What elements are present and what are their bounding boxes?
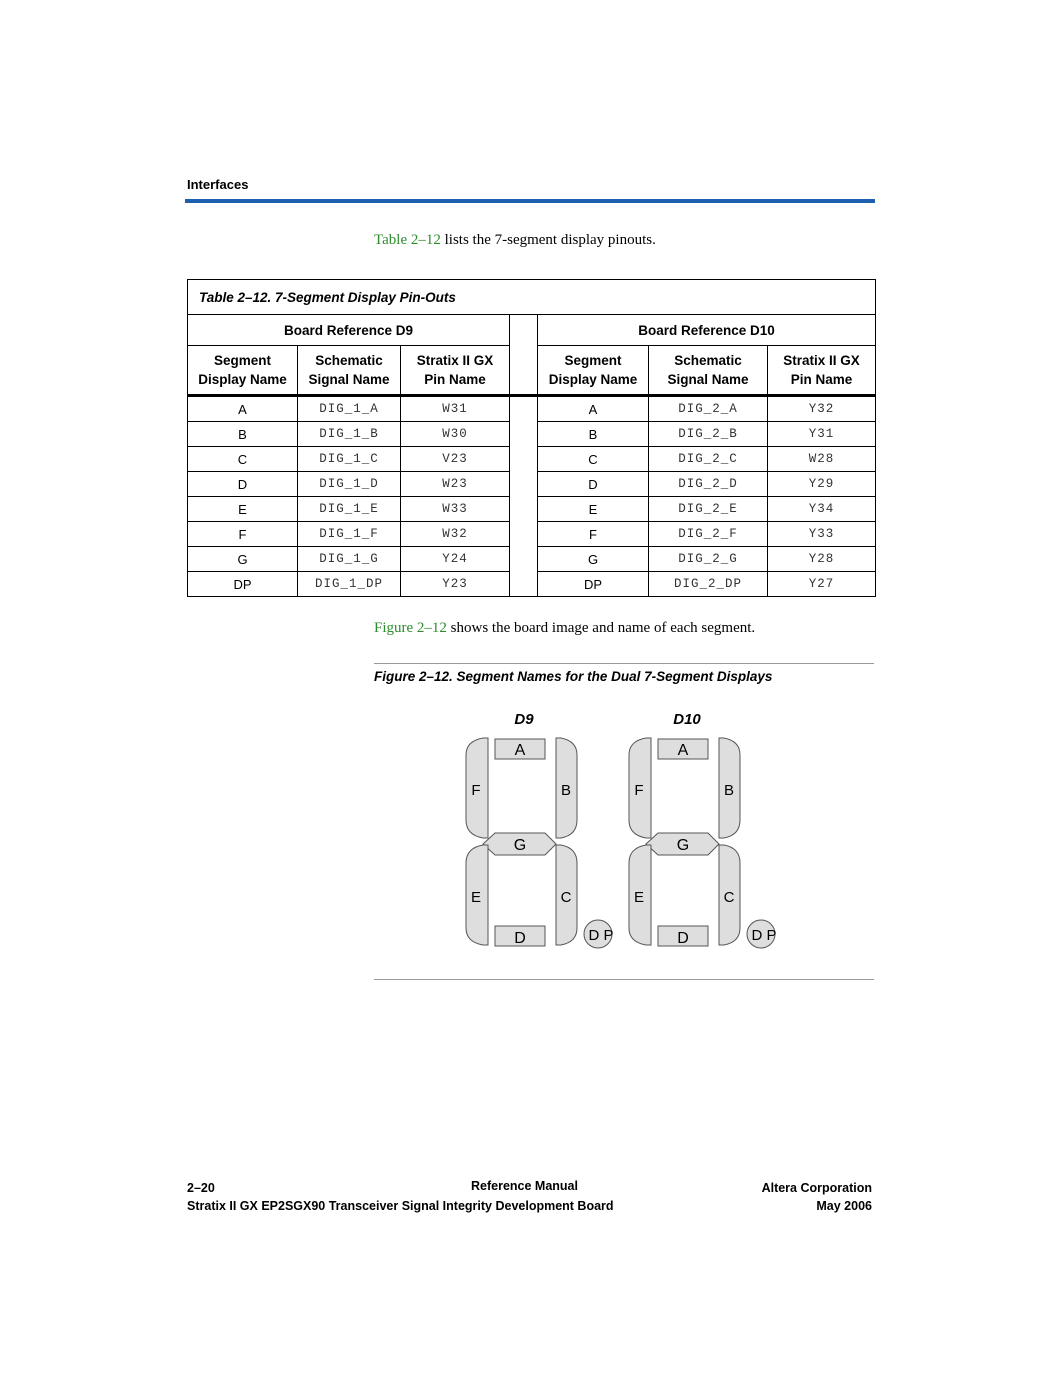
segment-display-figure (455, 705, 785, 955)
cell-pin-d9: Y23 (401, 572, 510, 597)
cell-pin-d9: W23 (401, 472, 510, 497)
table-gap (510, 497, 538, 522)
table-gap (510, 422, 538, 447)
segment-g-label: G (676, 837, 690, 854)
footer-date: May 2006 (816, 1199, 872, 1213)
segment-e-label: E (633, 889, 645, 906)
cell-pin-d10: W28 (768, 447, 876, 472)
display-label: D9 (514, 711, 534, 728)
col-header-segment-d9: Segment Display Name (188, 346, 298, 396)
segment-b-label: B (560, 782, 572, 799)
cell-pin-d9: V23 (401, 447, 510, 472)
table-gap (510, 396, 538, 422)
header-rule (185, 199, 875, 203)
table-row (188, 522, 876, 547)
cell-pin-d10: Y33 (768, 522, 876, 547)
table-row (188, 497, 876, 522)
cell-segment-d10: E (538, 497, 649, 522)
cell-segment-d10: C (538, 447, 649, 472)
cell-segment-d9: A (188, 396, 298, 422)
cell-signal-d9: DIG_1_D (298, 472, 401, 497)
cell-segment-d9: C (188, 447, 298, 472)
section-header: Interfaces (187, 177, 249, 192)
figure-rule-top (374, 663, 874, 664)
figure-intro-paragraph (374, 620, 755, 637)
cell-pin-d9: W33 (401, 497, 510, 522)
cell-signal-d10: DIG_2_A (649, 396, 768, 422)
figure-rule-bottom (374, 979, 874, 980)
table-row (188, 472, 876, 497)
cell-segment-d9: B (188, 422, 298, 447)
table-row (188, 547, 876, 572)
cell-signal-d9: DIG_1_E (298, 497, 401, 522)
cell-segment-d9: E (188, 497, 298, 522)
cell-signal-d9: DIG_1_B (298, 422, 401, 447)
cell-pin-d10: Y27 (768, 572, 876, 597)
segment-d-label: D (677, 930, 689, 947)
cell-segment-d10: DP (538, 572, 649, 597)
cell-segment-d10: B (538, 422, 649, 447)
table-row (188, 422, 876, 447)
cell-pin-d10: Y32 (768, 396, 876, 422)
col-header-signal-d9: Schematic Signal Name (298, 346, 401, 396)
pinout-table (187, 279, 876, 597)
cell-segment-d9: G (188, 547, 298, 572)
group-header-d10: Board Reference D10 (538, 315, 876, 346)
figure-caption: Figure 2–12. Segment Names for the Dual 7-Segment Displays (374, 669, 773, 684)
cell-segment-d10: G (538, 547, 649, 572)
cell-signal-d9: DIG_1_G (298, 547, 401, 572)
table-gap (510, 472, 538, 497)
segment-c-label: C (560, 889, 572, 906)
segment-e-label: E (470, 889, 482, 906)
cell-segment-d10: D (538, 472, 649, 497)
table-caption: Table 2–12. 7-Segment Display Pin-Outs (188, 280, 876, 315)
table-row (188, 396, 876, 422)
table-gap (510, 447, 538, 472)
segment-d-label: D (514, 930, 526, 947)
footer-page-number: 2–20 (187, 1181, 215, 1195)
table-row (188, 572, 876, 597)
cell-signal-d10: DIG_2_DP (649, 572, 768, 597)
table-gap (510, 315, 538, 346)
cell-signal-d10: DIG_2_D (649, 472, 768, 497)
segment-a-label: A (677, 742, 689, 759)
col-header-pin-d10: Stratix II GX Pin Name (768, 346, 876, 396)
segment-c-label: C (723, 889, 735, 906)
cell-signal-d9: DIG_1_F (298, 522, 401, 547)
table-crossref-link[interactable]: Table 2–12 (374, 232, 441, 248)
table-gap (510, 346, 538, 396)
col-header-segment-d10: Segment Display Name (538, 346, 649, 396)
cell-signal-d10: DIG_2_E (649, 497, 768, 522)
figure-intro-text: shows the board image and name of each segment. (446, 620, 756, 636)
cell-pin-d9: Y24 (401, 547, 510, 572)
cell-signal-d9: DIG_1_C (298, 447, 401, 472)
col-header-signal-d10: Schematic Signal Name (649, 346, 768, 396)
segment-f-label: F (634, 782, 644, 799)
group-header-d9: Board Reference D9 (188, 315, 510, 346)
segment-dp-label: D P (751, 927, 777, 944)
cell-segment-d9: F (188, 522, 298, 547)
cell-signal-d9: DIG_1_A (298, 396, 401, 422)
footer-doc-title: Reference Manual (471, 1179, 578, 1193)
segment-f-label: F (471, 782, 481, 799)
table-gap (510, 572, 538, 597)
cell-pin-d9: W31 (401, 396, 510, 422)
table-intro-paragraph (374, 232, 656, 249)
footer-board-title: Stratix II GX EP2SGX90 Transceiver Signal Integrity Development Board (187, 1199, 614, 1213)
cell-segment-d10: F (538, 522, 649, 547)
cell-segment-d9: D (188, 472, 298, 497)
cell-signal-d10: DIG_2_G (649, 547, 768, 572)
cell-signal-d10: DIG_2_B (649, 422, 768, 447)
segment-b-label: B (723, 782, 735, 799)
cell-pin-d10: Y34 (768, 497, 876, 522)
cell-signal-d9: DIG_1_DP (298, 572, 401, 597)
cell-segment-d10: A (538, 396, 649, 422)
table-row (188, 447, 876, 472)
cell-pin-d9: W32 (401, 522, 510, 547)
cell-pin-d10: Y28 (768, 547, 876, 572)
cell-pin-d10: Y31 (768, 422, 876, 447)
figure-crossref-link[interactable]: Figure 2–12 (374, 620, 447, 636)
footer-right (720, 1179, 872, 1215)
cell-pin-d10: Y29 (768, 472, 876, 497)
table-gap (510, 522, 538, 547)
cell-signal-d10: DIG_2_F (649, 522, 768, 547)
col-header-pin-d9: Stratix II GX Pin Name (401, 346, 510, 396)
table-intro-text: lists the 7-segment display pinouts. (440, 232, 656, 248)
cell-pin-d9: W30 (401, 422, 510, 447)
cell-segment-d9: DP (188, 572, 298, 597)
display-label: D10 (673, 711, 701, 728)
segment-g-label: G (513, 837, 527, 854)
segment-dp-label: D P (588, 927, 614, 944)
segment-a-label: A (514, 742, 526, 759)
table-gap (510, 547, 538, 572)
footer-company: Altera Corporation (761, 1181, 872, 1195)
cell-signal-d10: DIG_2_C (649, 447, 768, 472)
